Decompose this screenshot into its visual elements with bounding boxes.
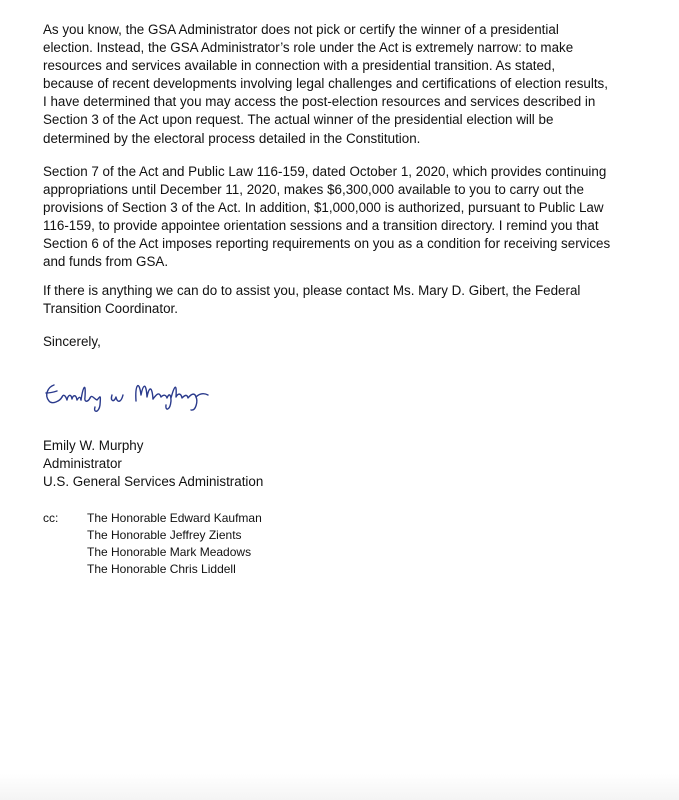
paragraph-gsa-role: [43, 21, 643, 148]
text-line: Transition Coordinator.: [43, 301, 178, 317]
cc-recipient-list: [87, 510, 262, 578]
signature-block: [43, 437, 643, 491]
text-line: 116-159, to provide appointee orientation sessions and a transition directory. I remind you that: [43, 218, 599, 234]
cc-recipient: The Honorable Jeffrey Zients: [87, 528, 242, 542]
text-line: and funds from GSA.: [43, 254, 169, 270]
page-bottom-edge: [0, 774, 679, 800]
text-line: appropriations until December 11, 2020, makes $6,300,000 available to you to carry out the: [43, 182, 584, 198]
text-line: determined by the electoral process detailed in the Constitution.: [43, 130, 421, 146]
text-line: Section 3 of the Act upon request. The actual winner of the presidential election will be: [43, 112, 554, 128]
cc-recipient: The Honorable Mark Meadows: [87, 545, 252, 559]
cc-label: cc:: [43, 511, 59, 525]
text-line: I have determined that you may access the post-election resources and services described in: [43, 94, 596, 110]
text-line: If there is anything we can do to assist you, please contact Ms. Mary D. Gibert, the Federal: [43, 283, 581, 298]
signatory-title: Administrator: [43, 456, 122, 472]
signatory-name: Emily W. Murphy: [43, 438, 144, 453]
signature-icon: [40, 367, 220, 417]
cc-recipient: The Honorable Chris Liddell: [87, 562, 236, 576]
closing-salutation: [43, 333, 643, 351]
cc-recipient: The Honorable Edward Kaufman: [87, 511, 262, 525]
text-line: provisions of Section 3 of the Act. In addition, $1,000,000 is authorized, pursuant to Public Law: [43, 200, 604, 216]
text-line: Section 6 of the Act imposes reporting requirements on you as a condition for receiving services: [43, 236, 611, 252]
text-line: because of recent developments involving legal challenges and certifications of election results,: [43, 76, 608, 92]
text-line: election. Instead, the GSA Administrator’s role under the Act is extremely narrow: to make: [43, 40, 574, 56]
signatory-organization: U.S. General Services Administration: [43, 474, 264, 490]
text-line: Section 7 of the Act and Public Law 116-159, dated October 1, 2020, which provides continuing: [43, 164, 607, 179]
closing-text: Sincerely,: [43, 334, 101, 349]
paragraph-contact: [43, 282, 643, 318]
handwritten-signature: [40, 367, 220, 417]
text-line: As you know, the GSA Administrator does not pick or certify the winner of a presidential: [43, 22, 559, 37]
paragraph-appropriations: [43, 163, 643, 272]
text-line: resources and services available in connection with a presidential transition. As stated,: [43, 58, 556, 74]
